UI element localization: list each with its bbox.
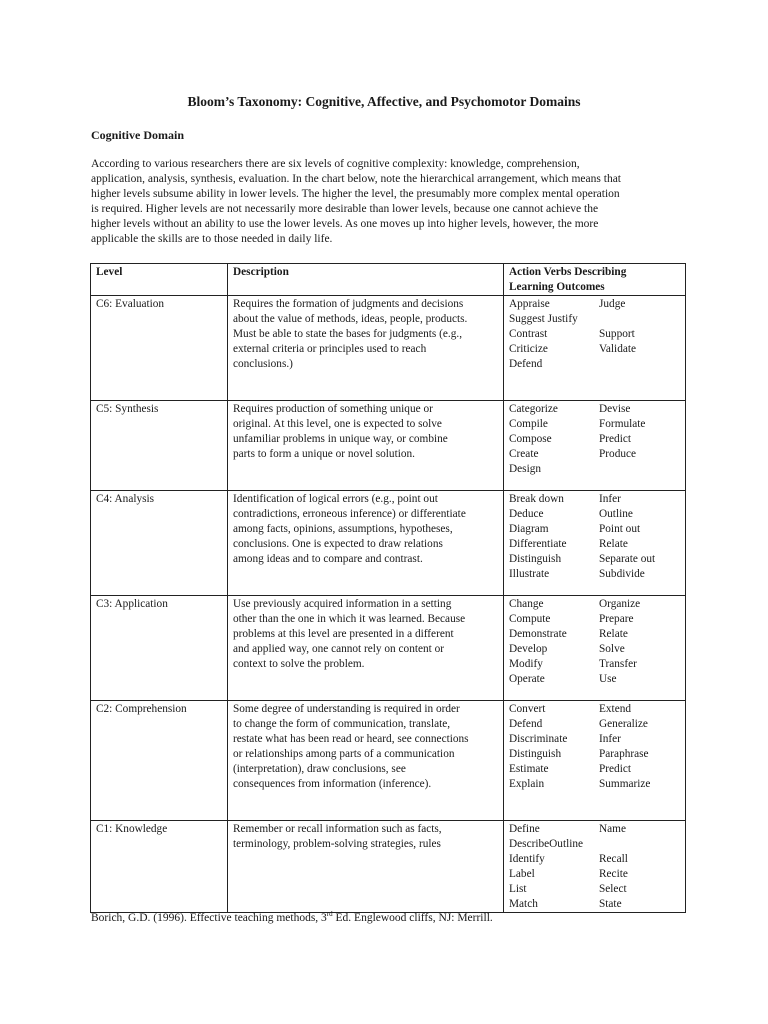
verb: Distinguish xyxy=(509,553,562,565)
verb: Predict xyxy=(599,433,631,445)
verbs-cell xyxy=(504,701,686,821)
verb: Organize xyxy=(599,598,641,610)
intro-line: According to various researchers there are six levels of cognitive complexity: knowledge, comprehension, xyxy=(91,158,580,170)
verb: Point out xyxy=(599,523,641,535)
description-cell xyxy=(228,821,504,913)
description-line: and applied way, one cannot rely on content or xyxy=(233,643,445,655)
verb: DescribeOutline xyxy=(509,838,584,850)
verb: Match xyxy=(509,898,538,910)
description-line: among ideas and to compare and contrast. xyxy=(233,553,423,565)
verb: Distinguish xyxy=(509,748,562,760)
level-cell: C1: Knowledge xyxy=(91,821,228,913)
verbs-grid xyxy=(509,597,680,687)
verb: Produce xyxy=(599,448,637,460)
verb: Name xyxy=(599,823,626,835)
verbs-cell xyxy=(504,596,686,701)
verb: Identify xyxy=(509,853,545,865)
description-line: Remember or recall information such as facts, xyxy=(233,823,442,835)
verb: Generalize xyxy=(599,718,648,730)
verb: Discriminate xyxy=(509,733,568,745)
verb: Diagram xyxy=(509,523,549,535)
description-cell xyxy=(228,401,504,491)
verb: Label xyxy=(509,868,535,880)
verbs-cell xyxy=(504,296,686,401)
verb: Demonstrate xyxy=(509,628,567,640)
verb: Use xyxy=(599,673,617,685)
verb: Relate xyxy=(599,628,628,640)
header-description: Description xyxy=(228,264,504,296)
verb: Compile xyxy=(509,418,548,430)
intro-line: application, analysis, synthesis, evaluation. In the chart below, note the hierarchical arrangement, which means that xyxy=(91,173,621,185)
verbs-grid xyxy=(509,822,680,912)
verb: Recall xyxy=(599,853,628,865)
verb: Defend xyxy=(509,718,543,730)
verb: Solve xyxy=(599,643,625,655)
description-line: Requires the formation of judgments and decisions xyxy=(233,298,464,310)
description-line: other than the one in which it was learned. Because xyxy=(233,613,466,625)
verb: Transfer xyxy=(599,658,637,670)
level-cell: C5: Synthesis xyxy=(91,401,228,491)
verb: Relate xyxy=(599,538,628,550)
verb: Validate xyxy=(599,343,637,355)
citation xyxy=(91,910,493,924)
citation-text-end: Ed. Englewood cliffs, NJ: Merrill. xyxy=(332,911,493,924)
table-row xyxy=(91,401,686,491)
description-line: Use previously acquired information in a setting xyxy=(233,598,452,610)
description-cell xyxy=(228,701,504,821)
description-line: consequences from information (inference). xyxy=(233,778,432,790)
description-line: about the value of methods, ideas, people, products. xyxy=(233,313,468,325)
page-title: Bloom’s Taxonomy: Cognitive, Affective, and Psychomotor Domains xyxy=(187,94,581,109)
section-heading: Cognitive Domain xyxy=(91,128,184,142)
verb: Support xyxy=(599,328,635,340)
verb: Differentiate xyxy=(509,538,567,550)
verb: Explain xyxy=(509,778,545,790)
verbs-cell xyxy=(504,401,686,491)
description-line: contradictions, erroneous inference) or differentiate xyxy=(233,508,466,520)
description-line: to change the form of communication, translate, xyxy=(233,718,451,730)
citation-superscript: rd xyxy=(326,910,333,918)
description-line: Requires production of something unique or xyxy=(233,403,433,415)
verbs-cell xyxy=(504,491,686,596)
table-row xyxy=(91,596,686,701)
verb: Recite xyxy=(599,868,628,880)
description-line: original. At this level, one is expected to solve xyxy=(233,418,442,430)
verb: Develop xyxy=(509,643,548,655)
verb: Defend xyxy=(509,358,543,370)
verbs-grid xyxy=(509,297,680,372)
table-row xyxy=(91,821,686,913)
verb: Extend xyxy=(599,703,631,715)
verb xyxy=(599,312,679,327)
verb: Paraphrase xyxy=(599,748,649,760)
verb: Deduce xyxy=(509,508,544,520)
verb: Compose xyxy=(509,433,552,445)
verb: Judge xyxy=(599,298,626,310)
description-line: restate what has been read or heard, see connections xyxy=(233,733,469,745)
level-cell: C3: Application xyxy=(91,596,228,701)
verb: Illustrate xyxy=(509,568,550,580)
description-line: Must be able to state the bases for judgments (e.g., xyxy=(233,328,463,340)
description-line: external criteria or principles used to reach xyxy=(233,343,427,355)
verb: State xyxy=(599,898,622,910)
verb: Compute xyxy=(509,613,551,625)
verb xyxy=(599,837,679,852)
description-line: or relationships among parts of a communication xyxy=(233,748,455,760)
verb: Estimate xyxy=(509,763,549,775)
verb: Select xyxy=(599,883,627,895)
description-line: problems at this level are presented in a different xyxy=(233,628,454,640)
verb: Separate out xyxy=(599,553,656,565)
taxonomy-table xyxy=(90,263,686,913)
description-line: unfamiliar problems in unique way, or combine xyxy=(233,433,448,445)
description-line: conclusions.) xyxy=(233,358,293,370)
verb: Summarize xyxy=(599,778,651,790)
description-line: Some degree of understanding is required in order xyxy=(233,703,460,715)
level-cell: C4: Analysis xyxy=(91,491,228,596)
description-cell xyxy=(228,296,504,401)
description-line: conclusions. One is expected to draw relations xyxy=(233,538,443,550)
verb: Modify xyxy=(509,658,543,670)
description-cell xyxy=(228,596,504,701)
verb: Outline xyxy=(599,508,633,520)
verbs-grid xyxy=(509,702,680,792)
verb: Infer xyxy=(599,733,621,745)
verb: Define xyxy=(509,823,540,835)
verb: Formulate xyxy=(599,418,646,430)
table-row xyxy=(91,491,686,596)
verb: Suggest Justify xyxy=(509,313,578,325)
description-line: (interpretation), draw conclusions, see xyxy=(233,763,406,775)
verb: Subdivide xyxy=(599,568,645,580)
verb: Break down xyxy=(509,493,564,505)
table-row xyxy=(91,701,686,821)
verb: Convert xyxy=(509,703,546,715)
verb: Design xyxy=(509,463,542,475)
header-action-verbs xyxy=(504,264,686,296)
verb: Contrast xyxy=(509,328,548,340)
verb: Create xyxy=(509,448,539,460)
description-line: Identification of logical errors (e.g., point out xyxy=(233,493,438,505)
header-level: Level xyxy=(91,264,228,296)
table-row xyxy=(91,296,686,401)
verb: Operate xyxy=(509,673,545,685)
level-cell: C2: Comprehension xyxy=(91,701,228,821)
verbs-grid xyxy=(509,492,680,582)
intro-line: is required. Higher levels are not necessarily more desirable than lower levels, because one cannot achieve the xyxy=(91,203,599,215)
description-cell xyxy=(228,491,504,596)
verb xyxy=(599,357,679,372)
verbs-grid xyxy=(509,402,680,477)
verb: Predict xyxy=(599,763,631,775)
verbs-cell xyxy=(504,821,686,913)
description-line: terminology, problem-solving strategies, rules xyxy=(233,838,441,850)
verb: Infer xyxy=(599,493,621,505)
verb: Devise xyxy=(599,403,631,415)
description-line: among facts, opinions, assumptions, hypotheses, xyxy=(233,523,453,535)
level-cell: C6: Evaluation xyxy=(91,296,228,401)
description-line: parts to form a unique or novel solution. xyxy=(233,448,415,460)
verb: Appraise xyxy=(509,298,550,310)
verb: Change xyxy=(509,598,544,610)
intro-line: applicable the skills are to those needed in daily life. xyxy=(91,233,333,245)
intro-paragraph xyxy=(91,157,691,247)
verb: Categorize xyxy=(509,403,558,415)
description-line: context to solve the problem. xyxy=(233,658,365,670)
intro-line: higher levels subsume ability in lower levels. The higher the level, the presumably more complex mental operation xyxy=(91,188,620,200)
header-verbs-line: Learning Outcomes xyxy=(509,281,605,293)
verb: Criticize xyxy=(509,343,548,355)
verb: Prepare xyxy=(599,613,634,625)
verb xyxy=(599,462,679,477)
verb: List xyxy=(509,883,527,895)
header-verbs-line: Action Verbs Describing xyxy=(509,266,627,278)
table-header-row xyxy=(91,264,686,296)
citation-text: Borich, G.D. (1996). Effective teaching methods, 3 xyxy=(91,911,327,924)
intro-line: higher levels without an ability to use the lower levels. As one moves up into higher levels, however, the more xyxy=(91,218,599,230)
